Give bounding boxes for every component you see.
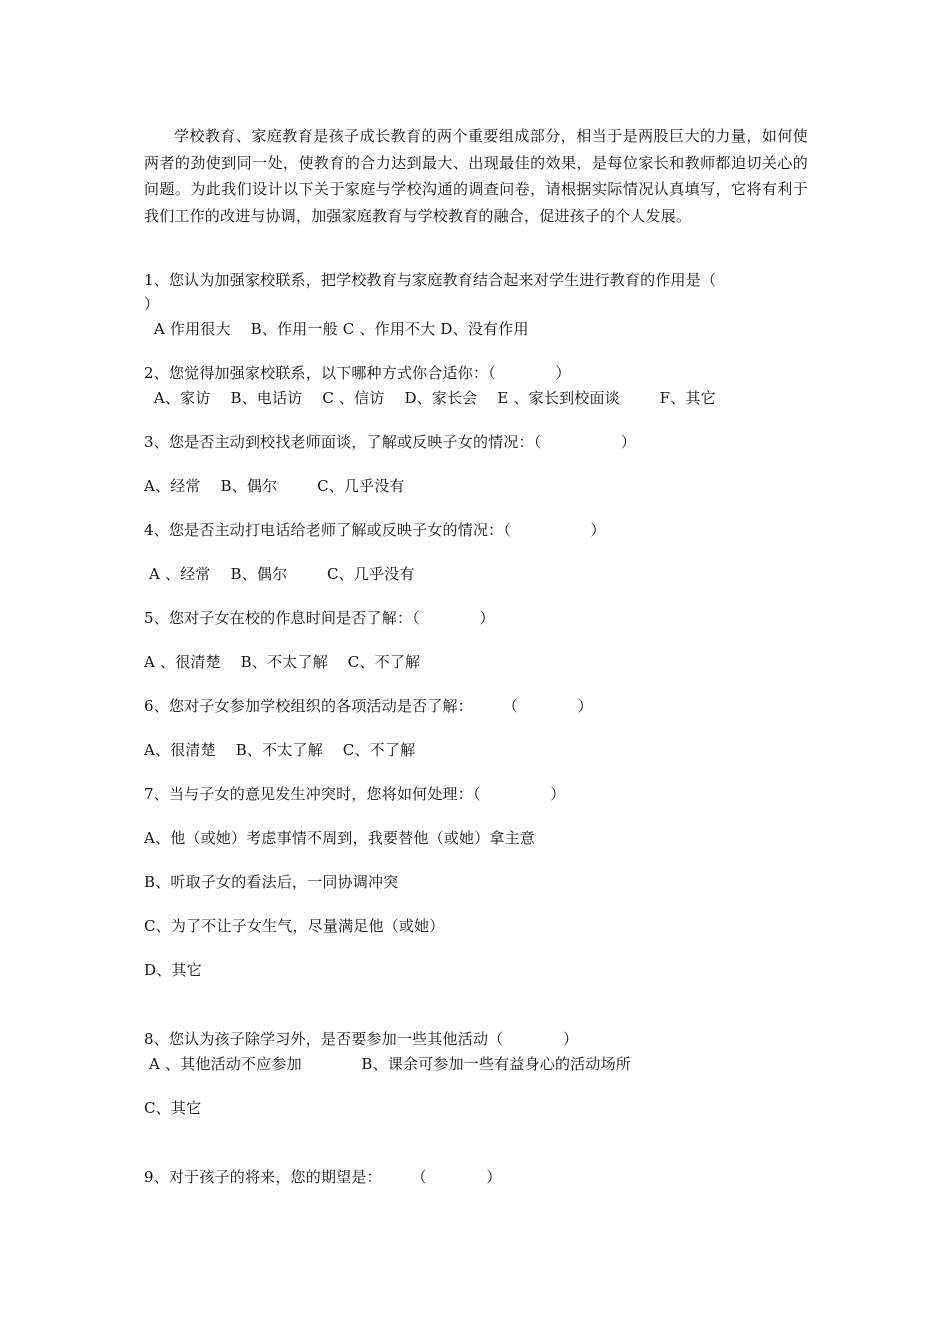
question-7-option-a: A、他（或她）考虑事情不周到，我要替他（或她）拿主意 <box>144 829 536 847</box>
question-3-options: A、经常 B、偶尔 C、几乎没有 <box>144 477 405 495</box>
question-1-stem: 1、您认为加强家校联系，把学校教育与家庭教育结合起来对学生进行教育的作用是（ <box>144 271 717 289</box>
question-8-stem: 8、您认为孩子除学习外，是否要参加一些其他活动（ ） <box>144 1030 579 1048</box>
question-8-options: A 、其他活动不应参加 B、课余可参加一些有益身心的活动场所 <box>144 1055 632 1073</box>
question-2-options: A、家访 B、电话访 C 、信访 D、家长会 E 、家长到校面谈 F、其它 <box>144 389 716 407</box>
question-8-option-c: C、其它 <box>144 1099 202 1117</box>
question-6-stem: 6、您对子女参加学校组织的各项活动是否了解： （ ） <box>144 697 593 715</box>
question-7-stem: 7、当与子女的意见发生冲突时，您将如何处理：（ ） <box>144 785 566 803</box>
question-4-stem: 4、您是否主动打电话给老师了解或反映子女的情况：（ ） <box>144 521 606 539</box>
question-3-stem: 3、您是否主动到校找老师面谈，了解或反映子女的情况：（ ） <box>144 433 637 451</box>
question-7-option-d: D、其它 <box>144 961 202 979</box>
question-5-options: A 、很清楚 B、不太了解 C、不了解 <box>144 653 421 671</box>
question-7-option-c: C、为了不让子女生气，尽量满足他（或她） <box>144 917 445 935</box>
question-1-stem-continued: ） <box>144 295 160 313</box>
question-9-stem: 9、对于孩子的将来，您的期望是： （ ） <box>144 1168 502 1186</box>
question-5-stem: 5、您对子女在校的作息时间是否了解：（ ） <box>144 609 495 627</box>
question-7-option-b: B、听取子女的看法后，一同协调冲突 <box>144 873 399 891</box>
question-2-stem: 2、您觉得加强家校联系，以下哪种方式你合适你：（ ） <box>144 364 571 382</box>
intro-paragraph: 学校教育、家庭教育是孩子成长教育的两个重要组成部分，相当于是两股巨大的力量，如何使两者的劲使到同一处，使教育的合力达到最大、出现最佳的效果，是每位家长和教师都迫切关心的问题。为此我们设计以下关于家庭与学校沟通的调查问卷，请根据实际情况认真填写，它将有利于我们工作的改进与协调，加强家庭教育与学校教育的融合，促进孩子的个人发展。 <box>144 127 808 225</box>
question-4-options: A 、经常 B、偶尔 C、几乎没有 <box>144 565 415 583</box>
question-6-options: A、很清楚 B、不太了解 C、不了解 <box>144 741 416 759</box>
question-1-options: A 作用很大 B、作用一般 C 、作用不大 D、没有作用 <box>144 320 529 338</box>
